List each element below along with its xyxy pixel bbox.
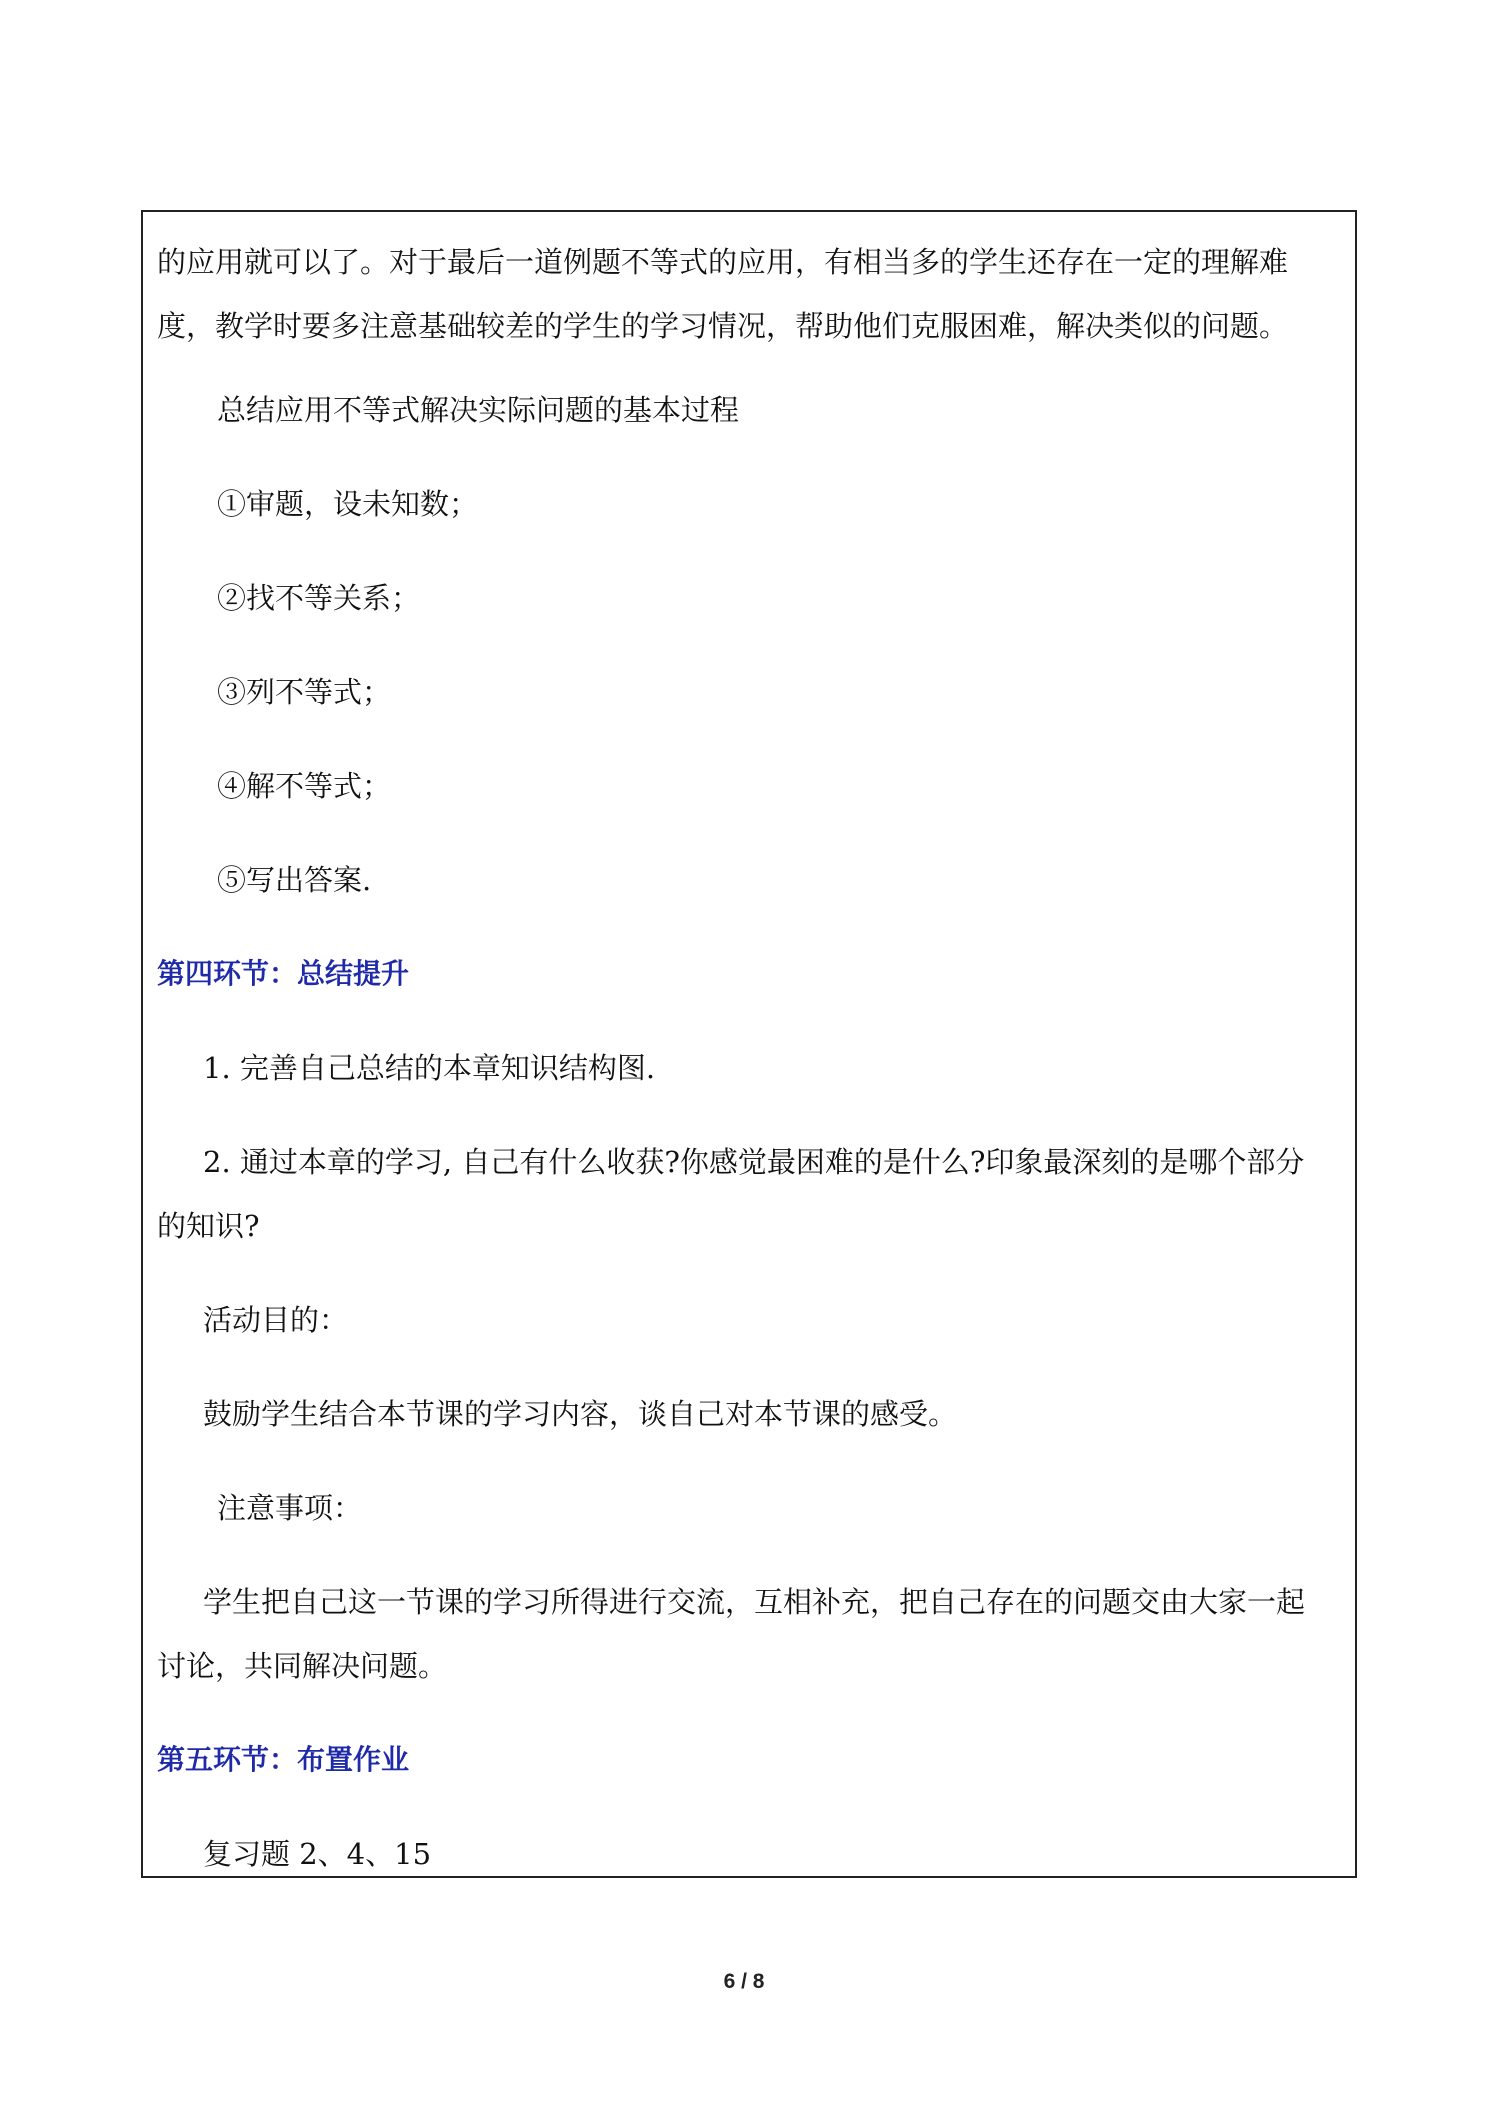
step-item: ⑤写出答案.: [217, 863, 372, 897]
summary-title: 总结应用不等式解决实际问题的基本过程: [217, 393, 740, 427]
intro-text-line-1: 的应用就可以了。对于最后一道例题不等式的应用，有相当多的学生还存在一定的理解难: [157, 245, 1289, 279]
section-5-heading: 第五环节：布置作业: [157, 1743, 410, 1776]
notes-text-line-1: 学生把自己这一节课的学习所得进行交流，互相补充，把自己存在的问题交由大家一起: [203, 1585, 1306, 1619]
notes-label: 注意事项：: [217, 1491, 363, 1525]
step-item: ③列不等式；: [217, 675, 392, 709]
homework-text: 复习题 2、4、15: [203, 1837, 432, 1871]
section-4-item-2-line-2: 的知识?: [157, 1209, 260, 1243]
activity-purpose-text: 鼓励学生结合本节课的学习内容，谈自己对本节课的感受。: [203, 1397, 958, 1431]
step-item: ①审题，设未知数；: [217, 487, 479, 521]
step-item: ④解不等式；: [217, 769, 392, 803]
notes-text-line-2: 讨论，共同解决问题。: [157, 1649, 448, 1683]
section-4-item-1: 1. 完善自己总结的本章知识结构图.: [203, 1051, 656, 1085]
section-4-item-2-line-1: 2. 通过本章的学习, 自己有什么收获?你感觉最困难的是什么?印象最深刻的是哪个部分: [203, 1145, 1305, 1179]
section-4-heading: 第四环节：总结提升: [157, 957, 410, 990]
intro-text-line-2: 度，教学时要多注意基础较差的学生的学习情况，帮助他们克服困难，解决类似的问题。: [157, 309, 1289, 343]
lesson-content-box: [141, 210, 1357, 1878]
page-number: 6 / 8: [723, 1970, 765, 1993]
step-item: ②找不等关系；: [217, 581, 421, 615]
activity-purpose-label: 活动目的：: [203, 1303, 349, 1337]
